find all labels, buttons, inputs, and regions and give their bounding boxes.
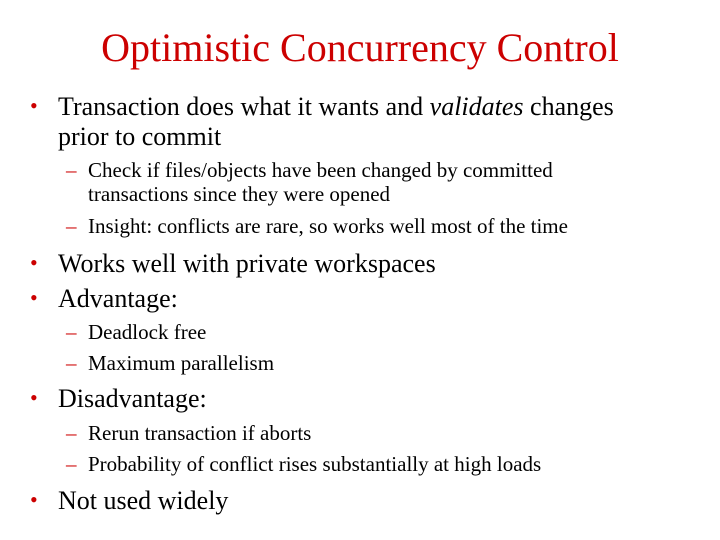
subbullet-text: Insight: conflicts are rare, so works well most of the time	[88, 214, 568, 238]
subbullet-text: Check if files/objects have been changed by committed	[88, 158, 553, 182]
bullet-text-italic: validates	[429, 92, 524, 121]
bullet-glyph: •	[30, 385, 38, 410]
dash-glyph: –	[66, 421, 77, 445]
subbullet-rerun	[66, 421, 312, 446]
dash-glyph: –	[66, 320, 77, 344]
bullet-text: Works well with private workspaces	[58, 249, 436, 278]
subbullet-insight	[66, 214, 568, 239]
bullet-not-used-widely	[30, 486, 229, 516]
subbullet-probability-conflict	[66, 452, 542, 477]
bullet-text: Not used widely	[58, 486, 229, 515]
bullet-glyph: •	[30, 285, 38, 310]
bullet-transaction-validates	[30, 92, 614, 122]
dash-glyph: –	[66, 158, 77, 182]
bullet-glyph: •	[30, 487, 38, 512]
subbullet-deadlock-free	[66, 320, 207, 345]
subbullet-max-parallelism	[66, 351, 275, 376]
subbullet-text: Maximum parallelism	[88, 351, 275, 375]
subbullet-text: Deadlock free	[88, 320, 207, 344]
bullet-text-suffix: changes	[523, 92, 614, 121]
bullet-continuation: prior to commit	[58, 122, 222, 151]
slide-title: Optimistic Concurrency Control	[101, 25, 619, 70]
subbullet-check-files	[66, 158, 553, 183]
dash-glyph: –	[66, 351, 77, 375]
dash-glyph: –	[66, 214, 77, 238]
bullet-private-workspaces	[30, 249, 436, 279]
dash-glyph: –	[66, 452, 77, 476]
bullet-text: Advantage:	[58, 284, 178, 313]
bullet-text-prefix: Transaction does what it wants and	[58, 92, 430, 121]
bullet-disadvantage	[30, 384, 207, 414]
subbullet-continuation: transactions since they were opened	[88, 182, 391, 206]
bullet-text: Disadvantage:	[58, 384, 207, 413]
bullet-glyph: •	[30, 250, 38, 275]
subbullet-text: Rerun transaction if aborts	[88, 421, 312, 445]
bullet-advantage	[30, 284, 178, 314]
bullet-glyph: •	[30, 93, 38, 118]
subbullet-text: Probability of conflict rises substantially at high loads	[88, 452, 542, 476]
